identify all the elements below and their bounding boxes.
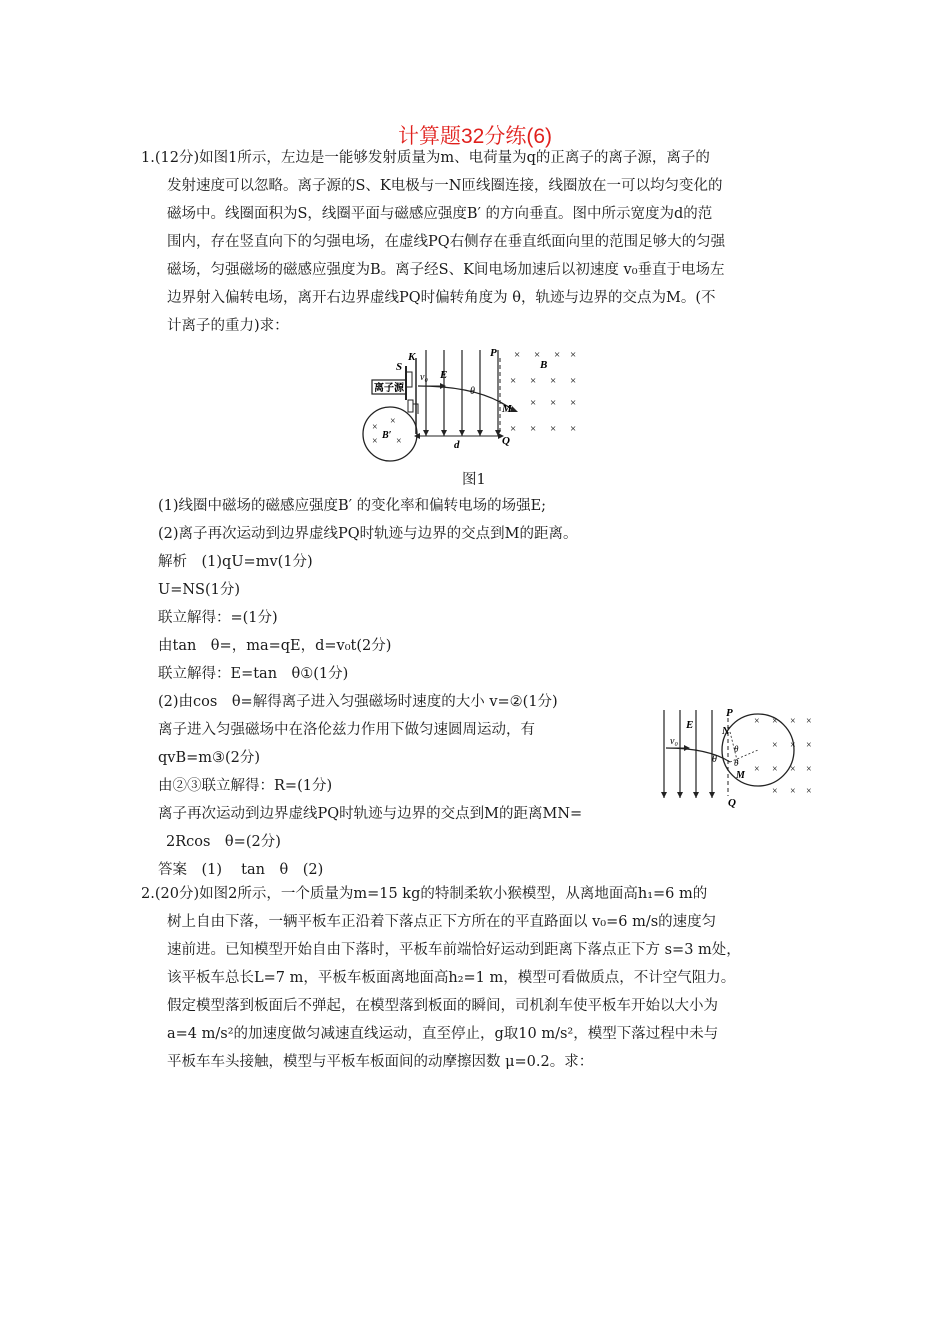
svg-text:×: ×	[550, 375, 557, 387]
svg-text:×: ×	[806, 764, 812, 775]
solution-line-8: qvB=m③(2分)	[158, 750, 261, 766]
fig1-caption: 图1	[462, 472, 486, 488]
fig1-label-bprime: B′	[382, 430, 392, 441]
svg-text:×: ×	[790, 786, 796, 797]
fig2-label-n: N	[722, 726, 730, 737]
q2-line-7: 平板车车头接触，模型与平板车板面间的动摩擦因数 μ=0.2。求：	[167, 1054, 594, 1070]
svg-text:×: ×	[530, 375, 537, 387]
page-title: 计算题32分练(6)	[397, 125, 553, 148]
svg-text:×: ×	[772, 716, 778, 727]
solution-line-3: 联立解得：=(1分)	[158, 610, 278, 626]
svg-text:×: ×	[570, 423, 577, 435]
q1-line-5: 磁场，匀强磁场的磁感应强度为B。离子经S、K间电场加速后以初速度 v₀垂直于电场左	[167, 262, 725, 278]
solution-line-9: 由②③联立解得：R=(1分)	[158, 778, 333, 794]
q1-line-1: 1.(12分)如图1所示，左边是一能够发射质量为m、电荷量为q的正离子的离子源，离子的	[141, 150, 710, 166]
q1-line-4: 围内，存在竖直向下的匀强电场，在虚线PQ右侧存在垂直纸面向里的范围足够大的匀强	[167, 234, 726, 250]
fig1-label-v0: v₀	[420, 372, 428, 383]
fig2-label-p: P	[726, 707, 733, 719]
solution-line-7: 离子进入匀强磁场中在洛伦兹力作用下做匀速圆周运动，有	[158, 722, 535, 738]
solution-line-1: 解析 (1)qU=mv(1分)	[158, 554, 313, 570]
svg-text:×: ×	[772, 764, 778, 775]
fig1-label-theta: θ	[470, 386, 475, 397]
q1-line-3: 磁场中。线圈面积为S，线圈平面与磁感应强度B′ 的方向垂直。图中所示宽度为d的范	[167, 206, 713, 222]
svg-text:×: ×	[530, 397, 537, 409]
figure-2	[658, 704, 818, 810]
coil-cross: ×	[396, 436, 402, 447]
q2-line-6: a=4 m/s²的加速度做匀减速直线运动，直至停止，g取10 m/s²，模型下落过程中未与	[167, 1026, 719, 1042]
svg-text:×: ×	[570, 349, 577, 361]
q2-line-1: 2.(20分)如图2所示，一个质量为m=15 kg的特制柔软小猴模型，从离地面高h₁=6 m的	[141, 886, 708, 902]
svg-text:×: ×	[530, 423, 537, 435]
fig2-label-theta: θ	[734, 758, 739, 768]
fig1-label-d: d	[454, 439, 460, 451]
svg-text:×: ×	[514, 349, 521, 361]
answer-line: 答案 (1) tan θ (2)	[158, 862, 324, 878]
solution-line-10: 离子再次运动到边界虚线PQ时轨迹与边界的交点到M的距离MN=	[158, 806, 583, 822]
svg-text:×: ×	[806, 740, 812, 751]
svg-text:×: ×	[550, 423, 557, 435]
q1-question-2: (2)离子再次运动到边界虚线PQ时轨迹与边界的交点到M的距离。	[158, 526, 578, 542]
svg-text:×: ×	[570, 375, 577, 387]
svg-text:×: ×	[550, 397, 557, 409]
svg-text:×: ×	[754, 716, 760, 727]
svg-text:×: ×	[510, 375, 517, 387]
solution-line-4: 由tan θ=，ma=qE，d=v₀t(2分)	[158, 638, 392, 654]
magnetic-field-crosses	[754, 716, 812, 797]
q2-line-4: 该平板车总长L=7 m，平板车板面离地面高h₂=1 m，模型可看做质点，不计空气阻力。	[167, 970, 736, 986]
q1-question-1: (1)线圈中磁场的磁感应强度B′ 的变化率和偏转电场的场强E;	[158, 498, 547, 514]
svg-text:×: ×	[790, 764, 796, 775]
svg-text:×: ×	[772, 786, 778, 797]
q2-line-5: 假定模型落到板面后不弹起，在模型落到板面的瞬间，司机刹车使平板车开始以大小为	[167, 998, 718, 1014]
fig1-label-p: P	[490, 347, 497, 359]
solution-line-6: (2)由cos θ=解得离子进入匀强磁场时速度的大小 v=②(1分)	[158, 694, 558, 710]
svg-text:×: ×	[754, 764, 760, 775]
svg-text:×: ×	[790, 740, 796, 751]
svg-text:×: ×	[570, 397, 577, 409]
solution-line-5: 联立解得：E=tan θ①(1分)	[158, 666, 349, 682]
solution-line-2: U=NS(1分)	[158, 582, 241, 598]
svg-text:×: ×	[806, 786, 812, 797]
fig1-label-k: K	[408, 351, 416, 363]
fig2-label-theta: θ	[712, 754, 717, 765]
fig1-label-s: S	[396, 361, 403, 373]
q1-line-7: 计离子的重力)求：	[167, 318, 289, 334]
coil-cross: ×	[372, 422, 378, 433]
fig2-label-v0: v₀	[670, 736, 678, 747]
figure-1	[360, 344, 590, 464]
coil-cross: ×	[390, 416, 396, 427]
svg-text:×: ×	[534, 349, 541, 361]
fig1-label-q: Q	[502, 435, 510, 447]
q1-line-6: 边界射入偏转电场，离开右边界虚线PQ时偏转角度为 θ，轨迹与边界的交点为M。(不	[167, 290, 716, 306]
fig1-label-source: 离子源	[374, 383, 404, 394]
fig1-label-e: E	[440, 369, 448, 381]
svg-text:×: ×	[772, 740, 778, 751]
fig2-label-q: Q	[728, 797, 736, 809]
solution-line-11: 2Rcos θ=(2分)	[166, 834, 281, 850]
fig2-label-m: M	[736, 770, 745, 781]
svg-text:×: ×	[510, 423, 517, 435]
q2-line-2: 树上自由下落，一辆平板车正沿着下落点正下方所在的平直路面以 v₀=6 m/s的速度匀	[167, 914, 717, 930]
svg-text:×: ×	[554, 349, 561, 361]
svg-text:×: ×	[806, 716, 812, 727]
fig1-label-m: M	[502, 403, 512, 415]
coil-cross: ×	[372, 436, 378, 447]
fig2-label-e: E	[686, 719, 694, 731]
q1-line-2: 发射速度可以忽略。离子源的S、K电极与一N匝线圈连接，线圈放在一可以均匀变化的	[167, 178, 723, 194]
svg-text:×: ×	[790, 716, 796, 727]
fig2-label-theta: θ	[734, 744, 739, 754]
q2-line-3: 速前进。已知模型开始自由下落时，平板车前端恰好运动到距离下落点正下方 s=3 m处，	[167, 942, 741, 958]
fig1-label-b: B	[540, 359, 548, 371]
